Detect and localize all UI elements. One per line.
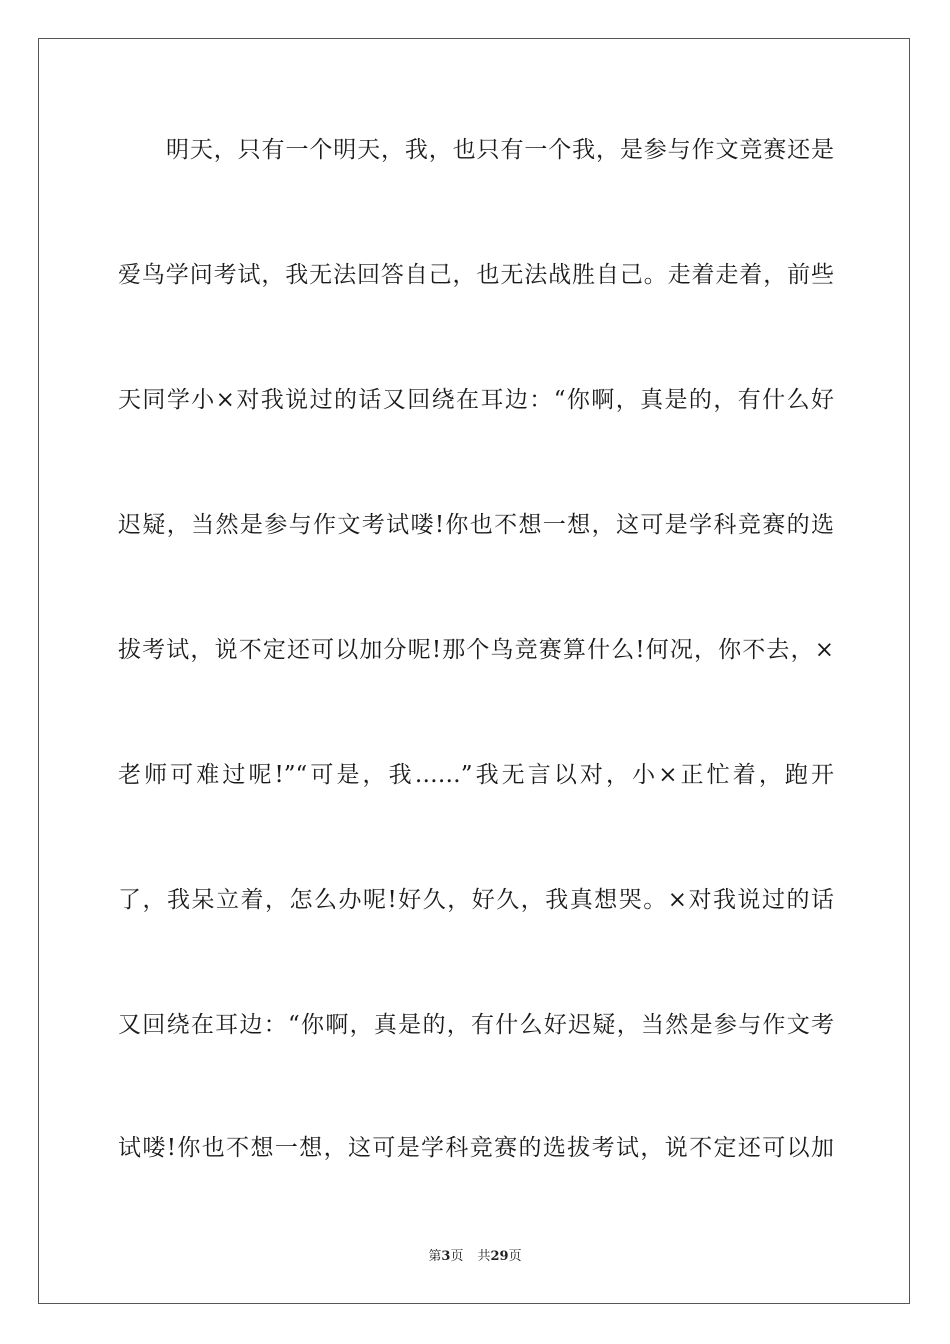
page-number: 3 — [441, 1249, 451, 1264]
text-line-9: 试喽!你也不想一想，这可是学科竞赛的选拔考试，说不定还可以加 — [118, 1135, 834, 1161]
page-suffix: 页 — [450, 1249, 464, 1264]
total-suffix: 页 — [508, 1249, 522, 1264]
text-line-5: 拔考试，说不定还可以加分呢!那个鸟竞赛算什么!何况，你不去，× — [118, 637, 834, 663]
text-line-1: 明天，只有一个明天，我，也只有一个我，是参与作文竞赛还是 — [166, 137, 834, 163]
text-line-4: 迟疑，当然是参与作文考试喽!你也不想一想，这可是学科竞赛的选 — [118, 512, 834, 538]
page-footer — [0, 1248, 950, 1266]
text-line-7: 了，我呆立着，怎么办呢!好久，好久，我真想哭。×对我说过的话 — [118, 887, 834, 913]
page-border — [38, 38, 910, 1304]
text-line-8: 又回绕在耳边：“你啊，真是的，有什么好迟疑，当然是参与作文考 — [118, 1012, 834, 1038]
total-pages: 29 — [490, 1249, 509, 1264]
page-prefix: 第 — [428, 1249, 442, 1264]
total-prefix: 共 — [477, 1249, 491, 1264]
text-line-3: 天同学小×对我说过的话又回绕在耳边：“你啊，真是的，有什么好 — [118, 387, 834, 413]
text-line-2: 爱鸟学问考试，我无法回答自己，也无法战胜自己。走着走着，前些 — [118, 262, 834, 288]
text-line-6: 老师可难过呢!”“可是，我……”我无言以对，小×正忙着，跑开 — [118, 762, 834, 788]
